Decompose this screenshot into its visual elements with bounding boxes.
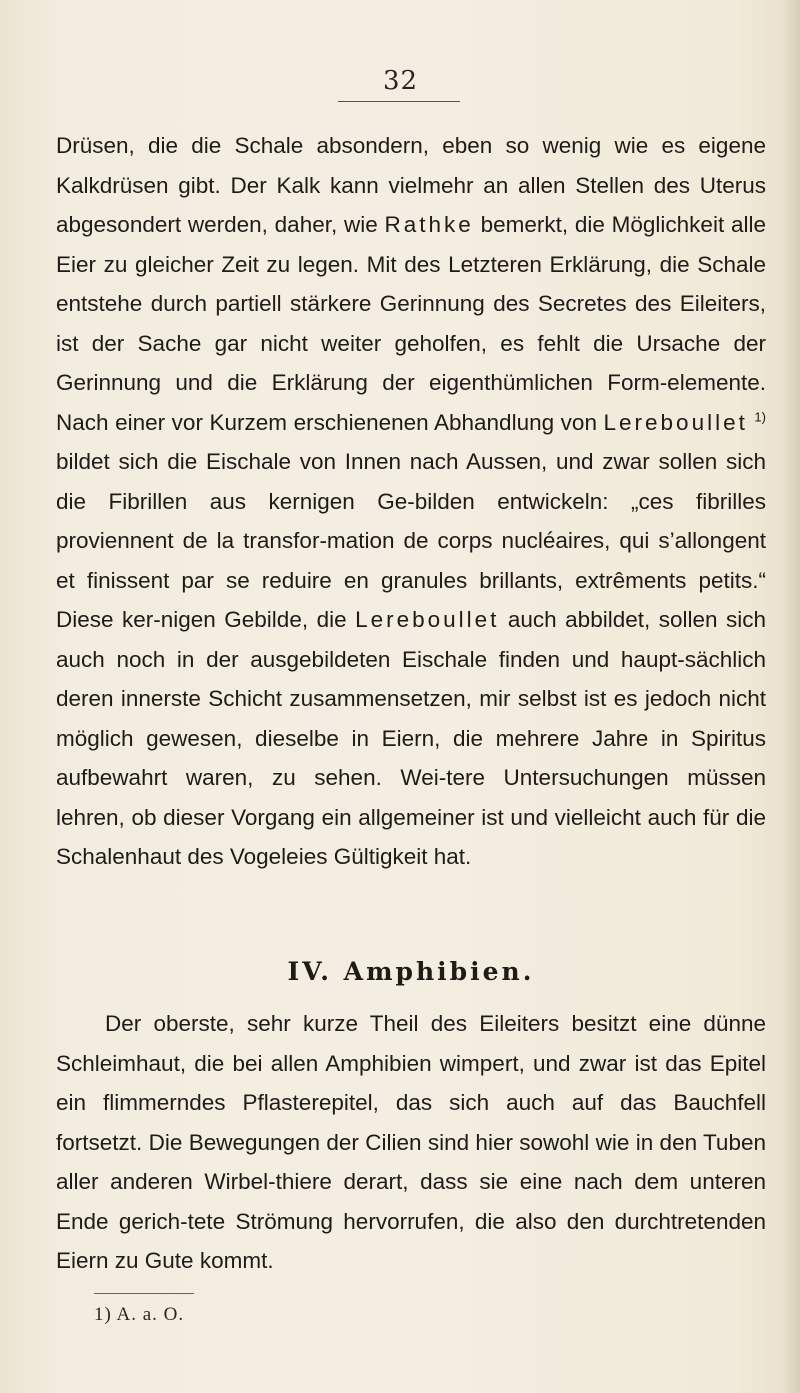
paragraph-1-part-6: bildet sich die Eischale von Innen nach Aussen, und zwar sollen sich die Fibrillen aus kernigen Ge-bilden entwickeln: „ces fibrilles proviennent de la transfor-mation de corps nucléaires, qui s’allongent et finissent par se reduire en granules brillants, extrêments petits.“ Diese ker-nigen Gebilde, die [56, 449, 766, 632]
author-lereboullet: Lereboullet [603, 409, 748, 435]
footnote: 1) A. a. O. [94, 1304, 185, 1325]
body-text [56, 126, 766, 877]
author-rathke: Rathke [384, 212, 474, 237]
paragraph-2: Der oberste, sehr kurze Theil des Eileiters besitzt eine dünne Schleimhaut, die bei allen Amphibien wimpert, und zwar ist das Epitel ein flimmerndes Pflasterepitel, das sich auch auf das Bauchfell fortsetzt. Die Bewegungen der Cilien sind hier sowohl wie in den Tuben aller anderen Wirbel-thiere derart, dass sie eine nach dem unteren Ende gerich-tete Strömung hervorrufen, die also den durchtretenden Eiern zu Gute kommt. [56, 1011, 766, 1273]
page-edge-shadow [782, 0, 800, 1393]
footnote-rule [94, 1293, 194, 1294]
header-rule [338, 101, 460, 102]
author-lereboullet-2: Lereboullet [355, 607, 500, 632]
paragraph-1-part-3: bemerkt, die Möglichkeit alle Eier zu gleicher Zeit zu legen. Mit des Letzteren Erklärung, die Schale entstehe durch partiell stärkere Gerinnung des Secretes des Eileiters, ist der Sache gar nicht weiter geholfen, es fehlt die Ursache der Gerinnung und die Erklärung der eigenthümlichen Form-elemente. Nach einer vor Kurzem erschienenen Abhandlung von [56, 212, 766, 435]
body-text-2 [56, 1004, 766, 1281]
section-heading: IV. Amphibien. [287, 957, 535, 986]
footnote-ref: 1) [754, 409, 766, 424]
paragraph-1-part-8: auch abbildet, sollen sich auch noch in der ausgebildeten Eischale finden und haupt-sächlich deren innerste Schicht zusammensetzen, mir selbst ist es jedoch nicht möglich gewesen, dieselbe in Eiern, die mehrere Jahre in Spiritus aufbewahrt waren, zu sehen. Wei-tere Untersuchungen müssen lehren, ob dieser Vorgang ein allgemeiner ist und vielleicht auch für die Schalenhaut des Vogeleies Gültigkeit hat. [56, 607, 766, 869]
paragraph-1-part-1: Drüsen, die die Schale absondern, eben so wenig wie es eigene Kalkdrüsen gibt. Der Kalk kann vielmehr an allen Stellen des Uterus abgesondert werden, daher, wie [56, 133, 766, 237]
paragraph-1 [56, 126, 766, 877]
page-number: 32 [383, 66, 419, 96]
